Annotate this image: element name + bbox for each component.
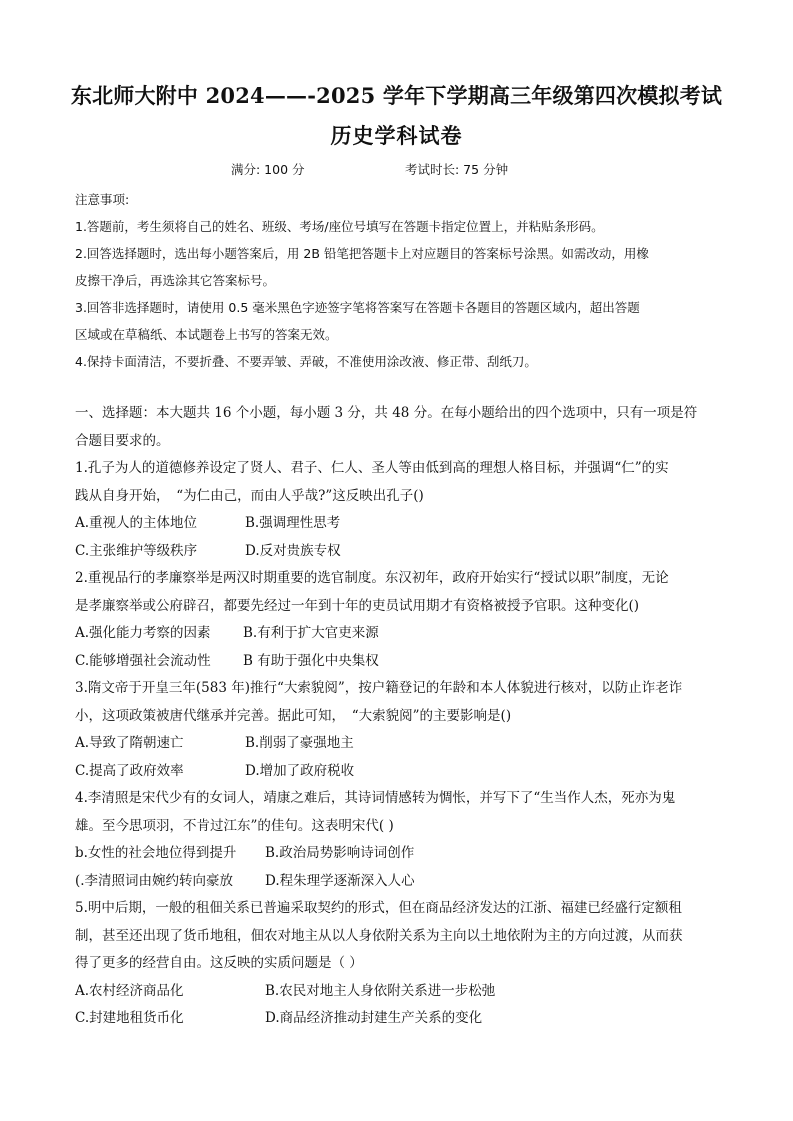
- question-1: [75, 455, 725, 565]
- note-line: 区域或在草稿纸、本试题卷上书写的答案无效。: [75, 327, 338, 342]
- option-d: B 有助于强化中央集权: [243, 652, 379, 669]
- questions-block: [75, 400, 725, 1033]
- option-b: B.削弱了豪强地主: [245, 735, 354, 751]
- option-c: (.李清照词由婉约转向豪放: [75, 872, 234, 889]
- option-c: C.主张维护等级秩序: [75, 542, 198, 559]
- note-line: 皮擦干净后，再选涂其它答案标号。: [75, 273, 276, 288]
- notes-block: [75, 186, 725, 375]
- option-d: D.增加了政府税收: [245, 762, 355, 779]
- option-a: b.女性的社会地位得到提升: [75, 845, 237, 861]
- notes-heading: 注意事项:: [75, 192, 130, 207]
- question-3: [75, 675, 725, 785]
- question-text: 1.孔子为人的道德修养设定了贤人、君子、仁人、圣人等由低到高的理想人格目标，并强调“仁”的实: [75, 460, 669, 476]
- note-line: 1.答题前，考生须将自己的姓名、班级、考场/座位号填写在答题卡指定位置上，并粘贴条形码。: [75, 219, 604, 234]
- section-heading-line: 合题目要求的。: [75, 432, 170, 449]
- option-d: D.商品经济推动封建生产关系的变化: [265, 1010, 483, 1026]
- question-text: 3.隋文帝于开皇三年(583 年)推行“大索貌阅”，按户籍登记的年龄和本人体貌进行核对，以防止诈老诈: [75, 680, 683, 696]
- option-c: C.能够增强社会流动性: [75, 652, 211, 669]
- option-a: A.农村经济商品化: [75, 982, 184, 999]
- question-text: 4.李清照是宋代少有的女词人，靖康之难后，其诗词情感转为惆怅，并写下了“生当作人杰，死亦为鬼: [75, 790, 676, 806]
- option-b: B.农民对地主人身依附关系进一步松弛: [265, 982, 496, 999]
- option-c: C.封建地租货币化: [75, 1010, 184, 1026]
- option-b: B.强调理性思考: [245, 515, 341, 531]
- exam-duration: 考试时长: 75 分钟: [405, 162, 509, 177]
- option-d: D.程朱理学逐渐深入人心: [265, 872, 415, 889]
- question-text: 得了更多的经营自由。这反映的实质问题是（ ）: [75, 955, 363, 971]
- option-a: A.强化能力考察的因素: [75, 625, 211, 641]
- question-2: [75, 565, 725, 675]
- question-text: 制，甚至还出现了货币地租，佃农对地主从以人身依附关系为主向以土地依附为主的方向过渡，从而获: [75, 927, 683, 944]
- exam-title: 东北师大附中 2024——-2025 学年下学期高三年级第四次模拟考试: [70, 83, 723, 108]
- option-b: B.有利于扩大官吏来源: [243, 625, 379, 641]
- exam-subtitle: 历史学科试卷: [330, 123, 463, 148]
- question-text: 是孝廉察举或公府辟召，都要先经过一年到十年的吏员试用期才有资格被授予官职。这种变化(): [75, 597, 640, 614]
- section-heading-line: 一、选择题：本大题共 16 个小题，每小题 3 分，共 48 分。在每小题给出的四个选项中，只有一项是符: [75, 405, 698, 421]
- note-line: 2.回答选择题时，选出每小题答案后，用 2B 铅笔把答题卡上对应题目的答案标号涂黑。如需改动，用橡: [75, 246, 649, 261]
- option-d: D.反对贵族专权: [245, 542, 341, 559]
- section-heading: [75, 400, 725, 455]
- question-text: 践从自身开始， “为仁由己，而由人乎哉?”这反映出孔子(): [75, 487, 424, 504]
- question-text: 小，这项政策被唐代继承并完善。据此可知， “大索貌阅”的主要影响是(): [75, 707, 512, 724]
- option-b: B.政治局势影响诗词创作: [265, 845, 415, 861]
- question-text: 2.重视品行的孝廉察举是两汉时期重要的选官制度。东汉初年，政府开始实行“授试以职”制度，无论: [75, 570, 669, 586]
- option-a: A.重视人的主体地位: [75, 515, 198, 531]
- question-text: 雄。至今思项羽，不肯过江东”的佳句。这表明宋代( ): [75, 817, 394, 834]
- note-line: 3.回答非选择题时，请使用 0.5 毫米黑色字迹签字笔将答案写在答题卡各题目的答题区域内，超出答题: [75, 300, 640, 315]
- full-score: 满分: 100 分: [231, 162, 305, 177]
- option-c: C.提高了政府效率: [75, 762, 184, 779]
- question-4: [75, 785, 725, 895]
- question-5: [75, 895, 725, 1033]
- note-line: 4.保持卡面清洁，不要折叠、不要弄皱、弄破，不准使用涂改液、修正带、刮纸刀。: [75, 354, 537, 369]
- question-text: 5.明中后期，一般的租佃关系已普遍采取契约的形式，但在商品经济发达的江浙、福建已经盛行定额租: [75, 900, 682, 916]
- option-a: A.导致了隋朝速亡: [75, 735, 184, 751]
